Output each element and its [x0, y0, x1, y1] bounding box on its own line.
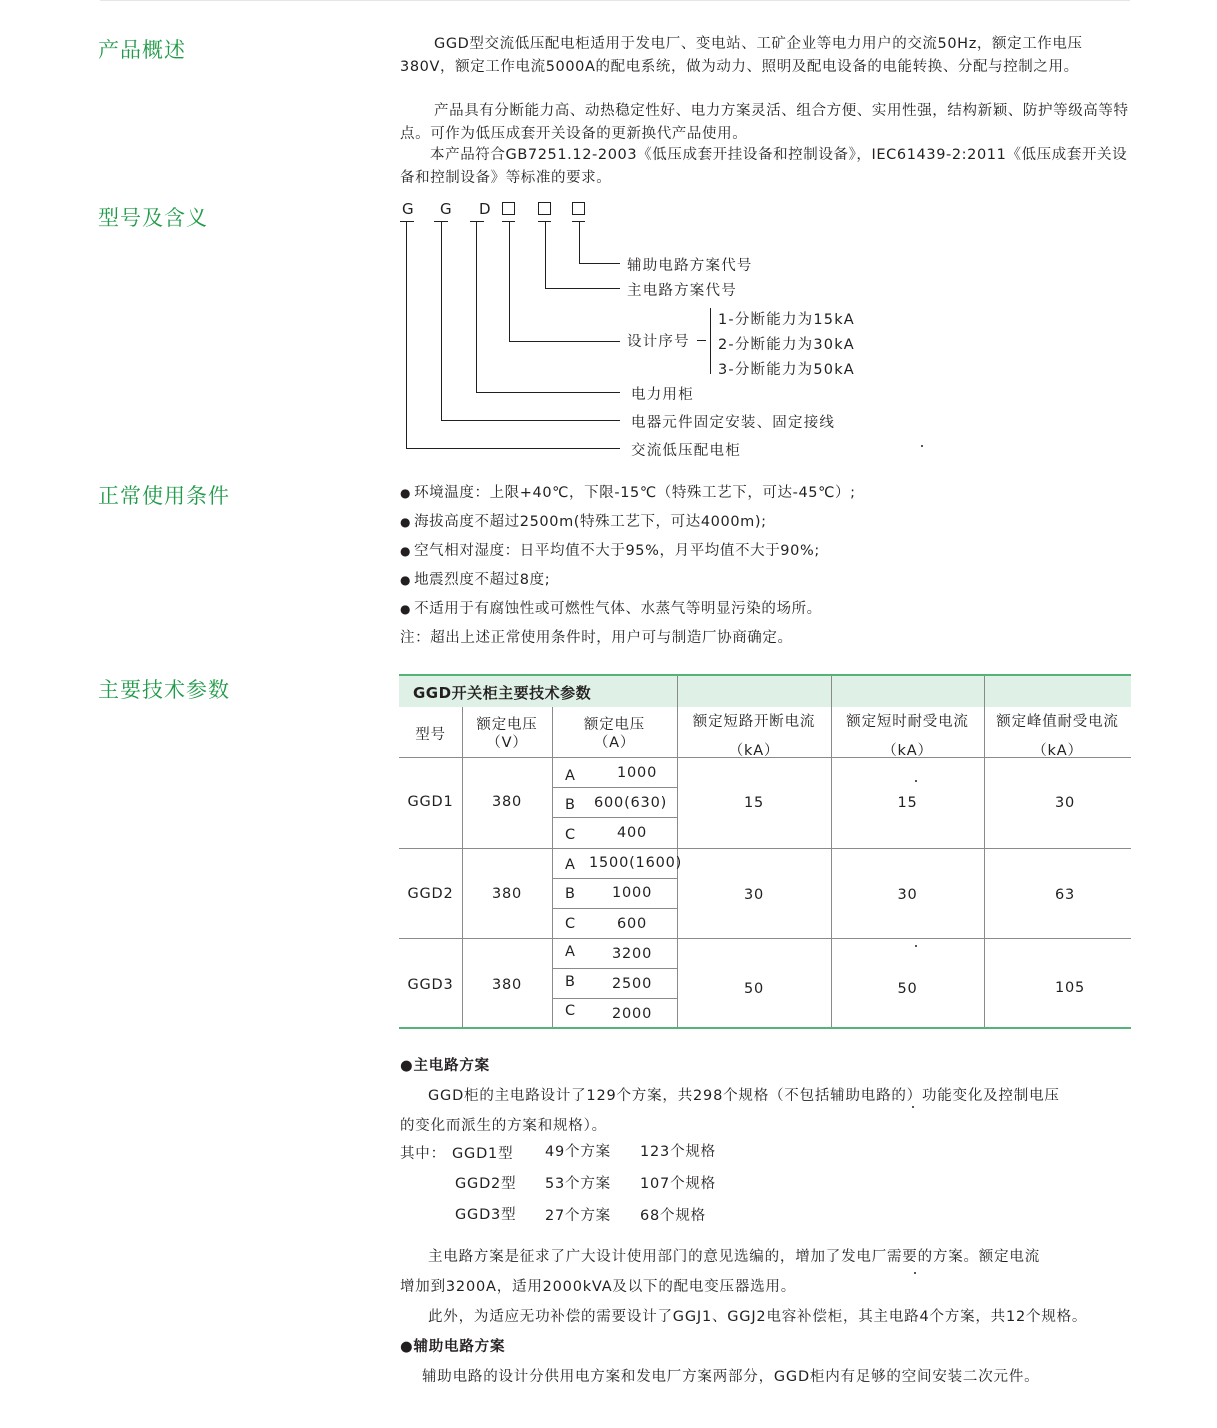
bullet-icon: ●: [400, 486, 412, 500]
table-cell-sub-value: 600(630): [594, 795, 668, 811]
leader-power-h: [476, 392, 620, 393]
condition-item: ● 不适用于有腐蚀性或可燃性气体、水蒸气等明显污染的场所。: [400, 601, 822, 617]
table-bottom-rule: [399, 1027, 1131, 1029]
table-cell-sub-value: 3200: [612, 946, 653, 962]
main-circuit-type: GGD3型: [455, 1207, 517, 1223]
print-dot: [915, 945, 917, 947]
table-subrule: [552, 787, 677, 788]
heading-model: 型号及含义: [98, 206, 208, 230]
main-circuit-line-2: 的变化而派生的方案和规格）。: [400, 1118, 607, 1134]
main-circuit-specs: 68个规格: [640, 1208, 706, 1224]
main-circuit-specs: 107个规格: [640, 1176, 716, 1192]
design-option-3: 3-分断能力为50kA: [718, 362, 855, 378]
header-voltage: 额定电压: [476, 717, 538, 733]
condition-item: ● 海拔高度不超过2500m(特殊工艺下，可达4000m);: [400, 514, 767, 530]
label-design-no: 设计序号: [627, 334, 690, 350]
design-option-2: 2-分断能力为30kA: [718, 337, 855, 353]
table-top-rule: [399, 674, 1131, 676]
table-cell-peak: 63: [1054, 887, 1076, 903]
table-subrule: [552, 878, 677, 879]
table-rule: [399, 938, 1131, 939]
header-break-current: 额定短路开断电流: [692, 714, 816, 730]
table-subrule: [552, 968, 677, 969]
table-cell-voltage: 380: [491, 794, 523, 810]
table-cell-sub-letter: B: [565, 974, 575, 990]
print-dot: [915, 780, 917, 782]
main-circuit-type: GGD1型: [452, 1146, 514, 1162]
table-cell-short: 50: [897, 981, 918, 997]
label-power-cabinet: 电力用柜: [631, 387, 694, 403]
bullet-icon: ●: [400, 573, 412, 587]
leader-main-h: [545, 288, 620, 289]
table-cell-sub-letter: A: [565, 857, 575, 873]
print-dot: [921, 445, 923, 447]
header-model: 型号: [415, 727, 446, 743]
bullet-icon: ●: [400, 515, 412, 529]
condition-item: ● 地震烈度不超过8度;: [400, 572, 551, 588]
leader-design-h: [509, 341, 620, 342]
header-peak-current: 额定峰值耐受电流: [996, 714, 1119, 730]
header-current: 额定电压: [583, 717, 646, 733]
label-ac-cabinet: 交流低压配电柜: [631, 443, 741, 459]
heading-conditions: 正常使用条件: [98, 484, 230, 508]
leader-power-v: [476, 221, 477, 392]
model-char-g1: G: [402, 200, 414, 218]
leader-aux-h: [579, 263, 620, 264]
overview-paragraph-2: 产品具有分断能力高、动热稳定性好、电力方案灵活、组合方便、实用性强，结构新颖、防护等级高等特点。可作为低压成套开关设备的更新换代产品使用。: [400, 103, 1129, 142]
params-table: [399, 674, 1131, 1029]
underline-d: [470, 221, 484, 222]
table-cell-sub-letter: A: [565, 768, 575, 784]
model-box-design: [502, 202, 515, 215]
table-cell-sub-value: 1000: [617, 765, 658, 781]
leader-design-v: [509, 221, 510, 341]
table-cell-sub-value: 2500: [612, 976, 653, 992]
underline-g1: [400, 221, 414, 222]
header-peak-unit: （kA）: [1032, 743, 1083, 759]
table-cell-voltage: 380: [491, 886, 523, 902]
table-cell-model: GGD2: [407, 886, 454, 902]
table-subrule: [552, 908, 677, 909]
condition-item: ● 空气相对湿度：日平均值不大于95%，月平均值不大于90%;: [400, 543, 820, 559]
table-cell-sub-letter: B: [565, 886, 575, 902]
main-circuit-type: GGD2型: [455, 1176, 517, 1192]
table-cell-sub-letter: C: [565, 827, 576, 843]
table-caption: GGD开关柜主要技术参数: [413, 684, 592, 702]
bullet-icon: ●: [400, 544, 412, 558]
table-cell-break: 15: [743, 795, 765, 811]
leader-main-v: [545, 221, 546, 288]
model-char-d: D: [479, 200, 491, 218]
print-dot: [912, 1106, 914, 1108]
table-cell-sub-letter: C: [565, 916, 576, 932]
condition-note: 注：超出上述正常使用条件时，用户可与制造厂协商确定。: [400, 630, 793, 646]
table-cell-sub-value: 1500(1600): [589, 855, 683, 871]
table-cell-peak: 105: [1054, 980, 1086, 996]
label-aux-code: 辅助电路方案代号: [627, 258, 753, 274]
overview-paragraph-3: 本产品符合GB7251.12-2003《低压成套开挂设备和控制设备》，IEC61439-2:2011《低压成套开关设备和控制设备》等标准的要求。: [400, 147, 1128, 186]
top-rule: [100, 0, 1130, 1]
table-cell-sub-value: 400: [617, 825, 648, 841]
label-fixed-install: 电器元件固定安装、固定接线: [631, 415, 836, 431]
table-cell-peak: 30: [1054, 795, 1076, 811]
table-cell-voltage: 380: [491, 977, 523, 993]
main-circuit-line-4: 增加到3200A，适用2000kVA及以下的配电变压器选用。: [400, 1279, 797, 1295]
main-circuit-line-1: GGD柜的主电路设计了129个方案，共298个规格（不包括辅助电路的）功能变化及控制电压: [428, 1088, 1060, 1104]
main-circuit-title: ●主电路方案: [400, 1058, 490, 1074]
overview-paragraph-1: GGD型交流低压配电柜适用于发电厂、变电站、工矿企业等电力用户的交流50Hz，额定工作电压380V，额定工作电流5000A的配电系统，做为动力、照明及配电设备的电能转换、分配与控制之用。: [400, 36, 1083, 75]
table-cell-sub-letter: C: [565, 1003, 576, 1019]
table-cell-break: 30: [743, 887, 765, 903]
table-col-rule: [552, 707, 553, 1027]
main-circuit-schemes: 53个方案: [545, 1176, 611, 1192]
aux-circuit-title: ●辅助电路方案: [400, 1339, 506, 1355]
model-box-main: [538, 202, 551, 215]
table-cell-break: 50: [743, 981, 765, 997]
main-circuit-line-5: 此外，为适应无功补偿的需要设计了GGJ1、GGJ2电容补偿柜，其主电路4个方案，共12个规格。: [428, 1309, 1088, 1325]
table-cell-model: GGD3: [407, 977, 454, 993]
header-current-unit: （A）: [593, 735, 636, 751]
header-break-unit: （kA）: [728, 743, 780, 759]
table-rule: [399, 848, 1131, 849]
main-circuit-line-3: 主电路方案是征求了广大设计使用部门的意见选编的，增加了发电厂需要的方案。额定电流: [428, 1249, 1040, 1265]
leader-aux-v: [579, 221, 580, 263]
leader-fixed-v: [441, 221, 442, 420]
table-cell-short: 30: [897, 887, 918, 903]
header-short-current: 额定短时耐受电流: [846, 714, 969, 730]
leader-fixed-h: [441, 420, 620, 421]
header-voltage-unit: （V）: [486, 735, 528, 751]
condition-item: ● 环境温度：上限+40℃，下限-15℃（特殊工艺下，可达-45℃）;: [400, 485, 856, 501]
main-circuit-schemes: 49个方案: [545, 1144, 611, 1160]
table-cell-short: 15: [897, 795, 918, 811]
table-cell-model: GGD1: [407, 794, 454, 810]
design-connector: [697, 340, 706, 341]
bullet-icon: ●: [400, 602, 412, 616]
table-cell-sub-letter: B: [565, 797, 575, 813]
model-box-aux: [572, 202, 585, 215]
design-option-1: 1-分断能力为15kA: [718, 312, 855, 328]
model-char-g2: G: [440, 200, 452, 218]
table-subrule: [552, 998, 677, 999]
print-dot: [914, 1272, 916, 1274]
leader-ac-h: [406, 448, 620, 449]
main-circuit-specs: 123个规格: [640, 1144, 716, 1160]
heading-params: 主要技术参数: [98, 678, 230, 702]
main-circuit-schemes: 27个方案: [545, 1208, 611, 1224]
header-short-unit: （kA）: [882, 743, 933, 759]
leader-ac-v: [406, 221, 407, 448]
main-circuit-list-prefix: 其中：: [400, 1146, 446, 1162]
table-cell-sub-value: 600: [617, 916, 648, 932]
table-subrule: [552, 817, 677, 818]
label-main-code: 主电路方案代号: [627, 283, 737, 299]
table-cell-sub-value: 1000: [612, 885, 653, 901]
aux-circuit-line-1: 辅助电路的设计分供用电方案和发电厂方案两部分，GGD柜内有足够的空间安装二次元件。: [422, 1369, 1040, 1385]
heading-overview: 产品概述: [98, 38, 186, 62]
table-cell-sub-letter: A: [565, 944, 575, 960]
table-cell-sub-value: 2000: [612, 1006, 653, 1022]
design-bracket: [710, 308, 711, 374]
